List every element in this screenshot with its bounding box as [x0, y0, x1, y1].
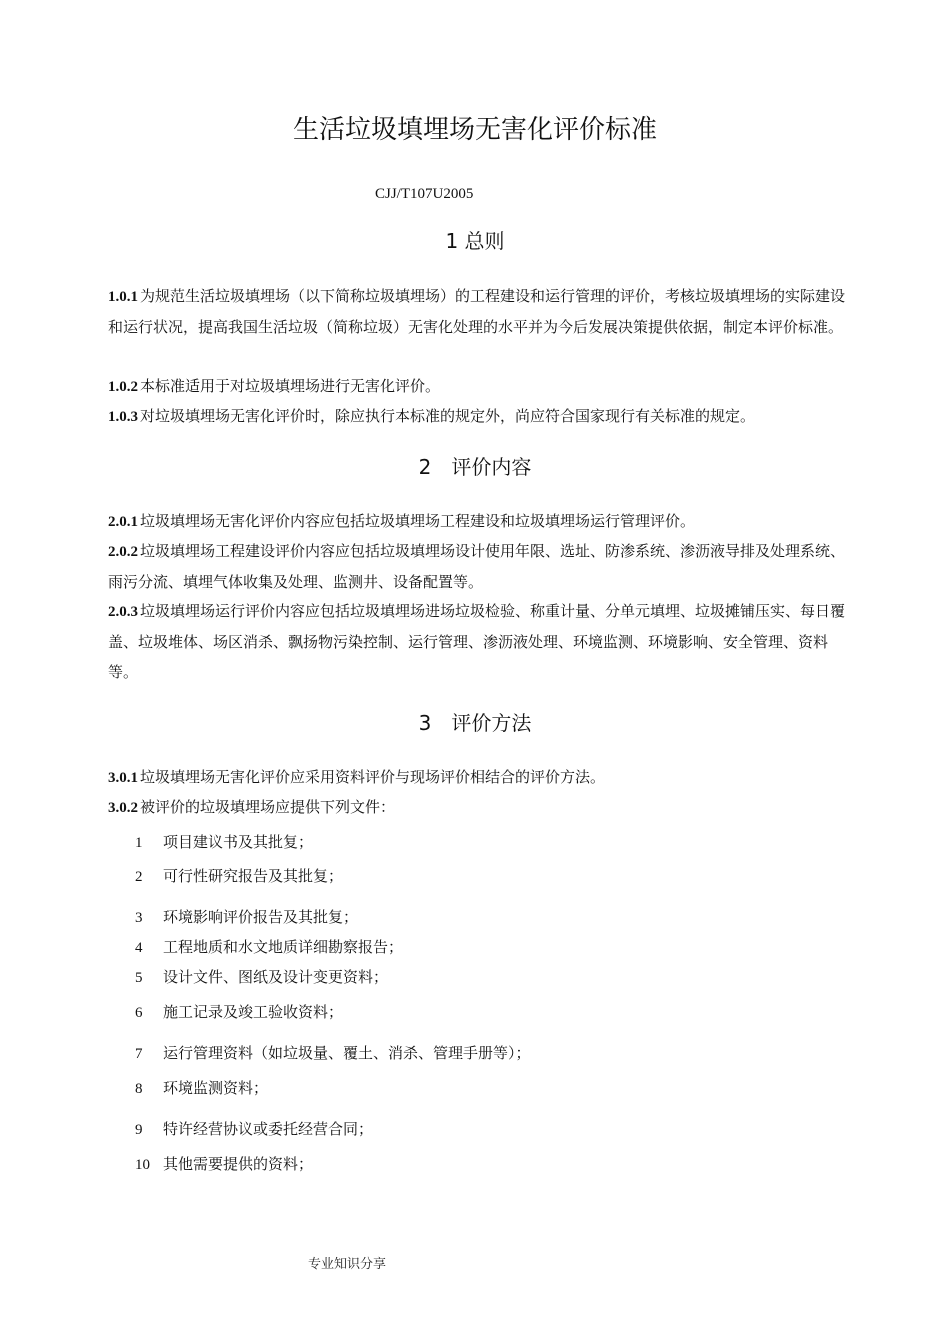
list-item-text: 其他需要提供的资料； — [163, 1155, 314, 1173]
list-item-text: 可行性研究报告及其批复； — [163, 867, 344, 885]
clause-text: 本标准适用于对垃圾填埋场进行无害化评价。 — [140, 377, 441, 395]
clause — [108, 762, 848, 793]
list-item-number: 2 — [135, 869, 143, 885]
list-item-number: 7 — [135, 1046, 143, 1062]
section-heading: 2 评价内容 — [418, 455, 532, 479]
list-item-text: 环境影响评价报告及其批复； — [163, 908, 359, 926]
list-item — [135, 966, 388, 989]
clause — [108, 401, 848, 432]
list-item — [135, 906, 358, 929]
document-title: 生活垃圾填埋场无害化评价标准 — [292, 115, 657, 145]
clause — [108, 596, 848, 687]
list-item-number: 10 — [135, 1157, 150, 1173]
clause-text: 为规范生活垃圾填埋场（以下简称垃圾填埋场）的工程建设和运行管理的评价，考核垃圾填埋场的实际建设和运行状况，提高我国生活垃圾（简称垃圾）无害化处理的水平并为今后发展决策提供依据，制定本评价标准。 — [108, 287, 846, 336]
list-item — [135, 1153, 313, 1176]
list-item-text: 运行管理资料（如垃圾量、覆土、消杀、管理手册等）； — [163, 1044, 531, 1062]
clause — [108, 371, 848, 402]
list-item-text: 设计文件、图纸及设计变更资料； — [163, 968, 389, 986]
list-item-number: 3 — [135, 910, 143, 926]
list-item-number: 8 — [135, 1081, 143, 1097]
clause-number: 2.0.1 — [108, 514, 138, 530]
list-item — [135, 1077, 268, 1100]
standard-code: CJJ/T107U2005 — [375, 186, 474, 202]
clause — [108, 506, 848, 537]
list-item — [135, 1001, 343, 1024]
list-item — [135, 831, 313, 854]
list-item — [135, 936, 403, 959]
clause-number: 1.0.3 — [108, 409, 138, 425]
list-item-text: 项目建议书及其批复； — [163, 833, 314, 851]
clause-number: 2.0.3 — [108, 604, 138, 620]
list-item-text: 特许经营协议或委托经营合同； — [163, 1120, 374, 1138]
list-item — [135, 865, 343, 888]
clause-text: 垃圾填埋场运行评价内容应包括垃圾填埋场进场垃圾检验、称重计量、分单元填埋、垃圾摊铺压实、每日覆盖、垃圾堆体、场区消杀、飘扬物污染控制、运行管理、渗沥液处理、环境监测、环境影响、安全管理、资料等。 — [108, 602, 846, 681]
clause-text: 垃圾填埋场无害化评价内容应包括垃圾填埋场工程建设和垃圾填埋场运行管理评价。 — [140, 512, 696, 530]
clause-text: 对垃圾填埋场无害化评价时，除应执行本标准的规定外，尚应符合国家现行有关标准的规定。 — [140, 407, 756, 425]
clause-text: 垃圾填埋场无害化评价应采用资料评价与现场评价相结合的评价方法。 — [140, 768, 606, 786]
list-item — [135, 1118, 373, 1141]
clause-number: 1.0.1 — [108, 289, 138, 305]
clause-number: 3.0.1 — [108, 770, 138, 786]
clause-number: 3.0.2 — [108, 800, 138, 816]
section-heading: 1 总则 — [445, 229, 505, 253]
list-item-number: 6 — [135, 1005, 143, 1021]
clause-text: 垃圾填埋场工程建设评价内容应包括垃圾填埋场设计使用年限、选址、防渗系统、渗沥液导排及处理系统、雨污分流、填埋气体收集及处理、监测井、设备配置等。 — [108, 542, 846, 591]
list-item-text: 工程地质和水文地质详细勘察报告； — [163, 938, 404, 956]
list-item-number: 4 — [135, 940, 143, 956]
section-heading: 3 评价方法 — [418, 711, 532, 735]
clause-number: 2.0.2 — [108, 544, 138, 560]
page-footer: 专业知识分享 — [308, 1257, 387, 1272]
list-item-text: 环境监测资料； — [163, 1079, 269, 1097]
list-item-number: 9 — [135, 1122, 143, 1138]
clause — [108, 281, 848, 342]
list-item — [135, 1042, 531, 1065]
list-item-text: 施工记录及竣工验收资料； — [163, 1003, 344, 1021]
clause-text: 被评价的垃圾填埋场应提供下列文件： — [140, 798, 396, 816]
clause — [108, 536, 848, 597]
list-item-number: 1 — [135, 835, 143, 851]
clause — [108, 792, 848, 823]
list-item-number: 5 — [135, 970, 143, 986]
clause-number: 1.0.2 — [108, 379, 138, 395]
